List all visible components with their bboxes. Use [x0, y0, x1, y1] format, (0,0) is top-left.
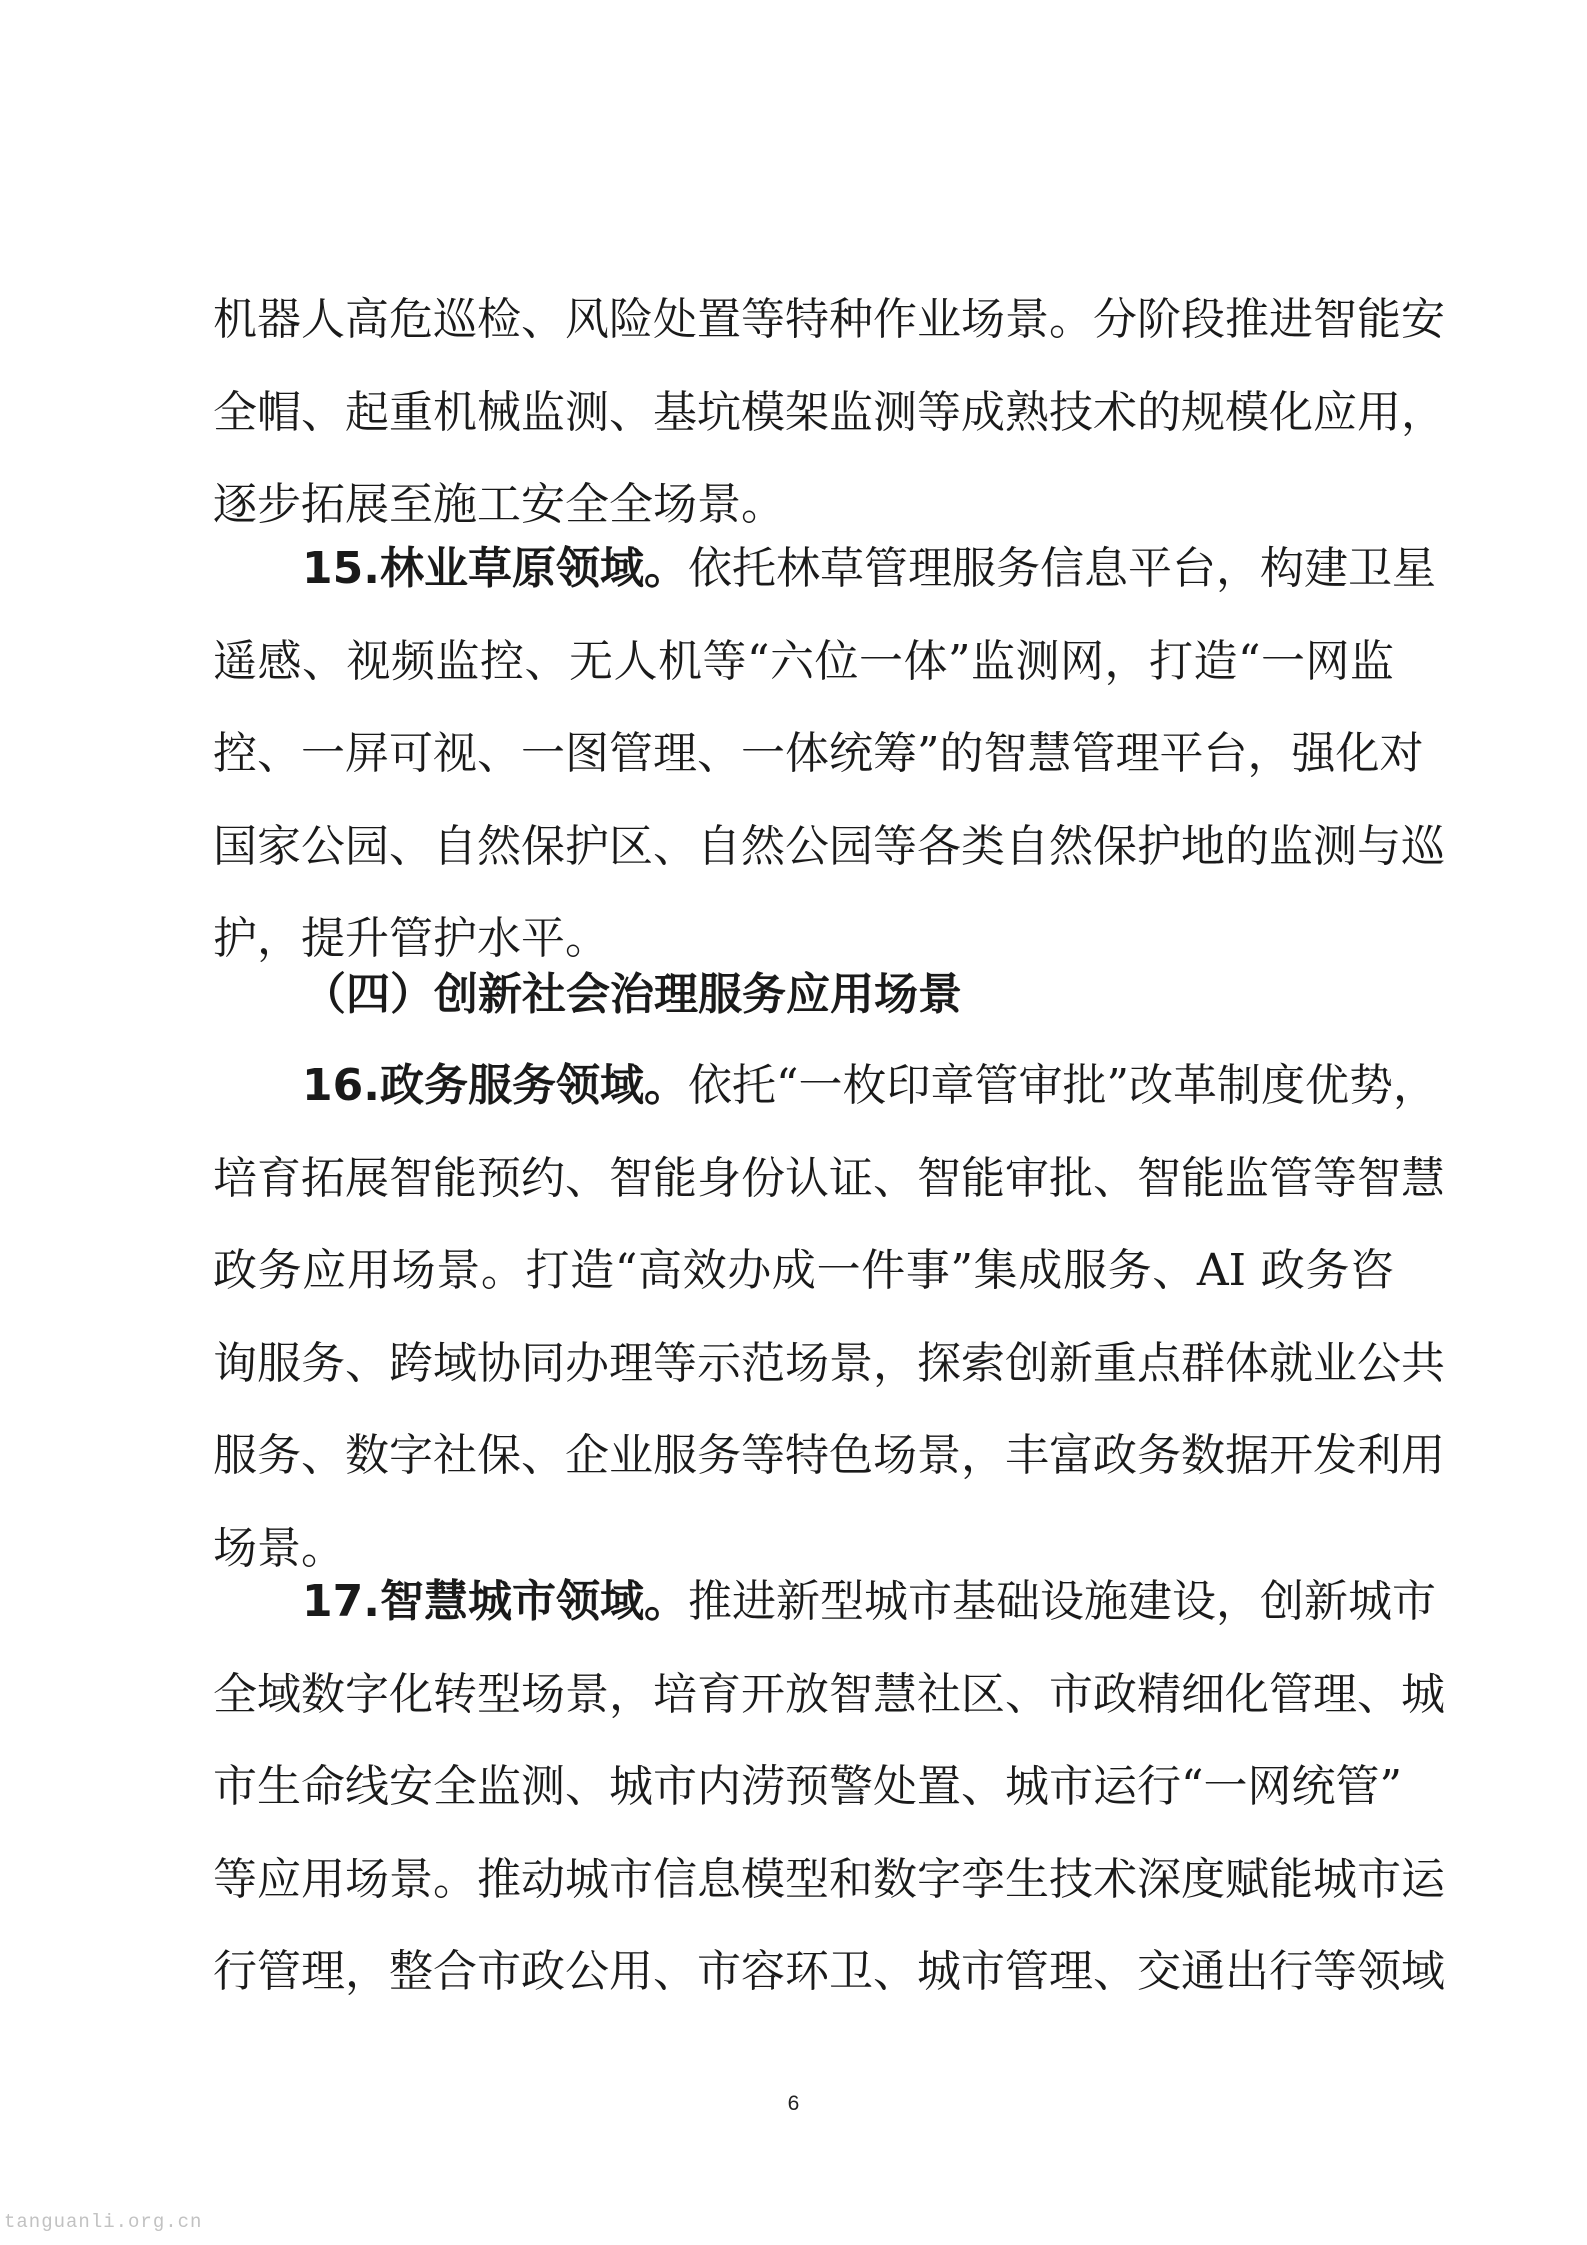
paragraph-16-government-services [213, 1040, 1445, 1596]
text-line: 场景。 [213, 1522, 345, 1574]
text-line: 全帽、起重机械监测、基坑模架监测等成熟技术的规模化应用， [213, 386, 1445, 438]
section-heading: （四）创新社会治理服务应用场景 [302, 969, 962, 1020]
text-run: 推进新型城市基础设施建设，创新城市 [687, 1576, 1436, 1627]
text-line [213, 1556, 1436, 1649]
paragraph-lead: 17.智慧城市领域。 [302, 1576, 688, 1627]
text-line: 控、一屏可视、一图管理、一体统筹”的智慧管理平台，强化对 [213, 728, 1424, 780]
text-line: 全域数字化转型场景，培育开放智慧社区、市政精细化管理、城 [213, 1668, 1445, 1720]
paragraph-lead: 16.政务服务领域。 [302, 1060, 688, 1111]
text-line: 询服务、跨域协同办理等示范场景，探索创新重点群体就业公共 [213, 1337, 1445, 1389]
text-run: 依托“一枚印章管审批”改革制度优势， [687, 1060, 1437, 1111]
text-line: 机器人高危巡检、风险处置等特种作业场景。分阶段推进智能安 [213, 294, 1445, 345]
text-run: 依托林草管理服务信息平台，构建卫星 [687, 543, 1436, 594]
text-line [213, 1040, 1437, 1133]
text-line [213, 523, 1436, 616]
text-line: 护，提升管护水平。 [213, 913, 609, 965]
text-line: 等应用场景。推动城市信息模型和数字孪生技术深度赋能城市运 [213, 1853, 1445, 1905]
text-line: 遥感、视频监控、无人机等“六位一体”监测网，打造“一网监 [213, 635, 1394, 687]
text-line: 服务、数字社保、企业服务等特色场景，丰富政务数据开发利用 [213, 1430, 1445, 1482]
page-number: 6 [787, 2092, 800, 2115]
text-line: 行管理，整合市政公用、市容环卫、城市管理、交通出行等领域 [213, 1946, 1445, 1998]
paragraph-lead: 15.林业草原领域。 [302, 543, 688, 594]
text-line: 政务应用场景。打造“高效办成一件事”集成服务、AI 政务咨 [213, 1245, 1394, 1297]
text-line: 培育拓展智能预约、智能身份认证、智能审批、智能监管等智慧 [213, 1152, 1445, 1204]
site-watermark: tanguanli.org.cn [4, 2211, 203, 2233]
text-line: 逐步拓展至施工安全全场景。 [213, 479, 785, 531]
text-line: 市生命线安全监测、城市内涝预警处置、城市运行“一网统管” [213, 1761, 1402, 1813]
paragraph-15-forestry [213, 523, 1445, 986]
paragraph-17-smart-city [213, 1556, 1445, 2019]
paragraph-continuation [213, 274, 1445, 552]
text-line: 国家公园、自然保护区、自然公园等各类自然保护地的监测与巡 [213, 820, 1445, 872]
